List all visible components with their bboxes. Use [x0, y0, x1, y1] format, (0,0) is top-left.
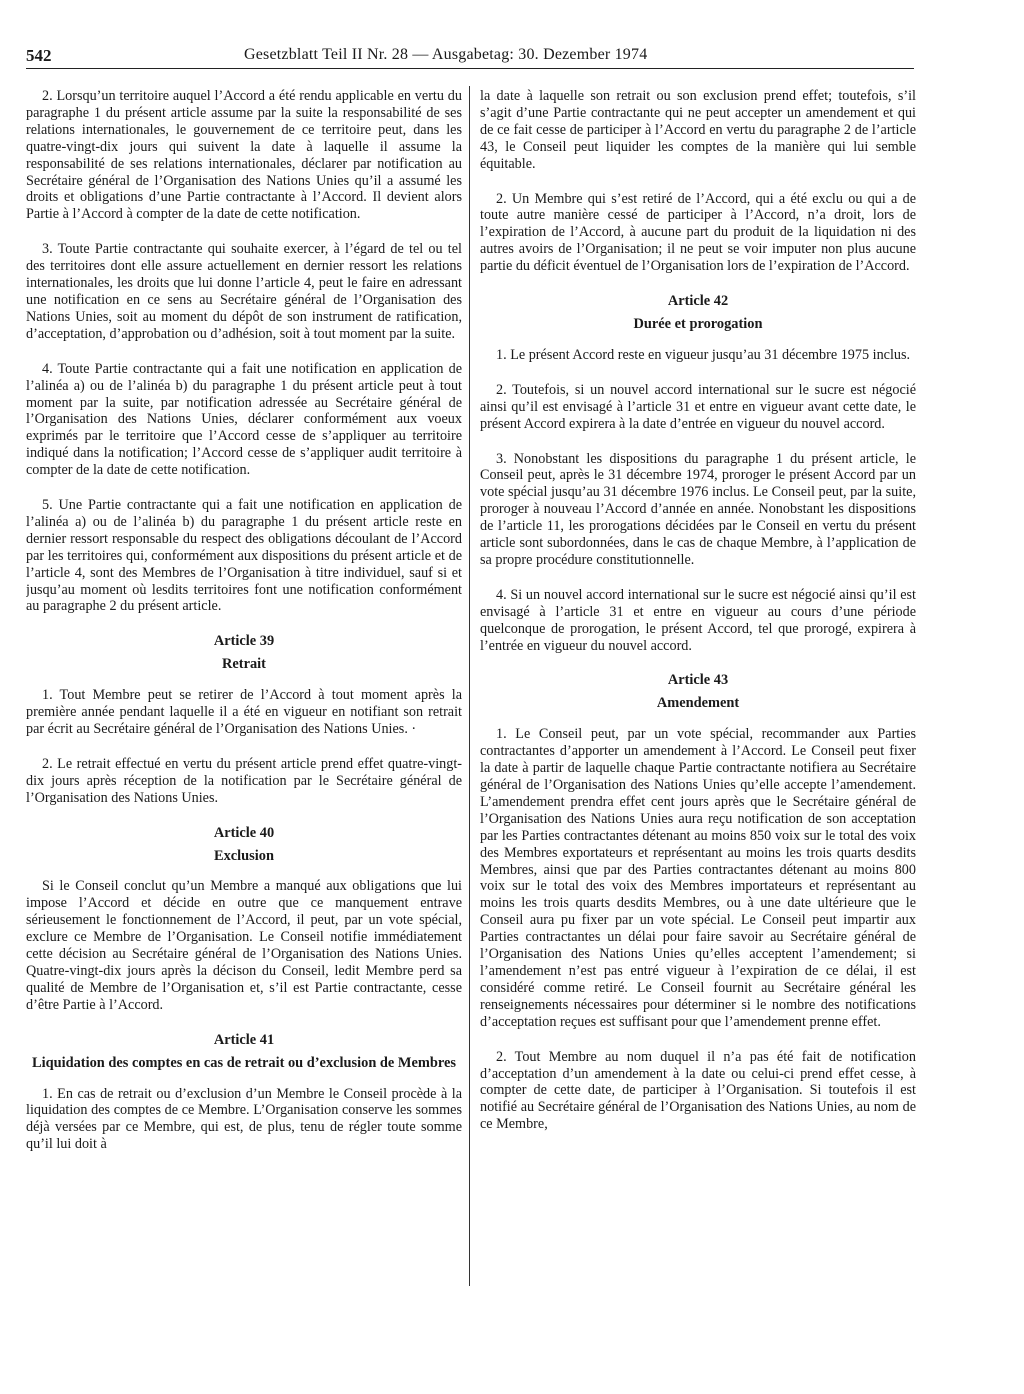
article-38-para-3: 3. Toute Partie contractante qui souhaite exercer, à l’égard de tel ou tel des territoires dont elle assure actuellement en dernier ressort les relations internationales, les droits que lui donne l’article 4, peut le faire en adressant une notification en ce sens au Secrétaire général de l’Organisation des Nations Unies, soit au moment du dépôt de son instrument de ratification, d’acceptation, d’approbation ou d’adhésion, soit à tout moment par la suite. — [26, 241, 462, 342]
article-41-subtitle: Liquidation des comptes en cas de retrait ou d’exclusion de Membres — [32, 1054, 456, 1071]
article-39-para-2: 2. Le retrait effectué en vertu du présent article prend effet quatre-vingt-dix jours après réception de la notification par le Secrétaire général de l’Organisation des Nations Unies. — [26, 755, 462, 806]
article-42-para-3: 3. Nonobstant les dispositions du paragraphe 1 du présent article, le Conseil peut, après le 31 décembre 1974, proroger le présent Accord par un vote spécial jusqu’au 31 décembre 1976 inclus. Le Conseil peut, par la suite, proroger à nouveau l’Accord d’année en année. Nonobstant les dispositions de l’article 11, les prorogations décidées par le Conseil en vertu du présent article sont subordonnées, dans le cas de chaque Membre, à l’application de sa propre procédure constitutionnelle. — [480, 450, 916, 568]
article-38-para-5: 5. Une Partie contractante qui a fait une notification en application de l’alinéa a) ou de l’alinéa b) du paragraphe 1 du présent article reste en dernier ressort responsable du respect des obligations découlant de l’Accord par les territoires qui, conformément aux dispositions du présent article et de l’article 4, sont des Membres de l’Organisation à titre individuel, sauf si et jusqu’au moment où lesdits territoires font une notification conformément au paragraphe 2 du présent article. — [26, 497, 462, 615]
article-39-title: Article 39 — [213, 633, 275, 650]
right-column — [480, 88, 916, 1378]
article-40-title: Article 40 — [213, 824, 275, 841]
article-43-para-1: 1. Le Conseil peut, par un vote spécial, recommander aux Parties contractantes d’apporter un amendement à l’Accord. Le Conseil peut fixer la date à partir de laquelle chaque Partie contractante notifiera au Secrétaire général de l’Organisation des Nations Unies qu’elle accepte l’amendement. L’amendement prendra effet cent jours après que le Secrétaire général de l’Organisation des Nations Unies aura reçu notification de son acceptation par les Parties contractantes détenant au moins 850 voix sur le total des voix des Membres exportateurs et représentant au moins les trois quarts desdits Membres, ainsi que par des Parties contractantes détenant au moins 800 voix sur le total des voix des Membres importateurs et représentant au moins les trois quarts desdits Membres, ou à une date ultérieure que le Conseil aura pu fixer par un vote spécial. Le Conseil peut impartir aux Parties contractantes un délai pour faire savoir au Secrétaire général de l’Organisation des Nations Unies qu’elles acceptent l’amendement; si l’amendement n’est pas entré vigueur à l’expiration de ce délai, il est considéré comme retiré. Le Conseil fournit au Secrétaire général les renseignements nécessaires pour déterminer si le nombre des notifications d’acceptation reçues est suffisant pour que l’amendement prenne effet. — [480, 726, 916, 1030]
article-40-subtitle: Exclusion — [214, 847, 274, 864]
article-42-para-4: 4. Si un nouvel accord international sur le sucre est négocié ainsi qu’il est envisagé à l’article 31 et entre en vigueur au cours d’une période quelconque de prorogation, le présent Accord, tel que prorogé, expirera à l’entrée en vigueur du nouvel accord. — [480, 586, 916, 654]
article-41-para-1-continued: la date à laquelle son retrait ou son exclusion prend effet; toutefois, s’il s’agit d’une Partie contractante qui ne peut accepter un amendement et qui de ce fait cesse de participer à l’Accord en vertu du paragraphe 2 de l’article 43, le Conseil peut liquider les comptes de la manière qui lui semble équitable. — [480, 88, 916, 172]
article-40-para: Si le Conseil conclut qu’un Membre a manqué aux obligations que lui impose l’Accord et décide en outre que ce manquement entrave sérieusement le fonctionnement de l’Accord, il peut, par un vote spécial, exclure ce Membre de l’Organisation. Le Conseil notifie immédiatement cette décision au Secrétaire général de l’Organisation des Nations Unies. Quatre-vingt-dix jours après la décison du Conseil, ledit Membre perd sa qualité de Membre de l’Organisation et, s’il est Partie contractante, cesse d’être Partie à l’Accord. — [26, 878, 462, 1013]
article-41-para-1: 1. En cas de retrait ou d’exclusion d’un Membre le Conseil procède à la liquidation des comptes de ce Membre. L’Organisation conserve les sommes déjà versées par ce Membre, qui est, de plus, tenu de régler toute somme qu’il lui doit à — [26, 1085, 462, 1153]
article-43-title: Article 43 — [667, 672, 729, 689]
article-43-subtitle: Amendement — [656, 695, 740, 712]
article-41-title: Article 41 — [213, 1031, 275, 1048]
article-43-para-2: 2. Tout Membre au nom duquel il n’a pas été fait de notification d’acceptation d’un amendement à la date ou celui-ci prend effet cesse, à compter de cette date, de participer à l’Organisation. Si toutefois il est notifié au Secrétaire général de l’Organisation des Nations Unies, au nom de ce Membre, — [480, 1048, 916, 1133]
article-42-title: Article 42 — [667, 293, 729, 310]
running-head: Gesetzblatt Teil II Nr. 28 — Ausgabetag: 30. Dezember 1974 — [244, 46, 648, 63]
article-38-para-4: 4. Toute Partie contractante qui a fait une notification en application de l’alinéa a) ou de l’alinéa b) du paragraphe 1 du présent article peut à tout moment par la suite, par notification adressée au Secrétaire général de l’Organisation des Nations Unies, déclarer conformément aux voeux exprimés par le territoire que l’Accord cesse de s’appliquer au territoire indiqué dans la notification; l’Accord cesse de s’appliquer audit territoire à compter de la date de cette notification. — [26, 360, 462, 479]
article-41-para-2: 2. Un Membre qui s’est retiré de l’Accord, qui a été exclu ou qui a de toute autre manière cessé de participer à l’Accord, n’a droit, lors de l’expiration de l’Accord, à aucune part du produit de la liquidation ni des autres avoirs de l’Organisation; il ne peut se voir imputer non plus aucune partie du déficit éventuel de l’Organisation lors de l’expiration de l’Accord. — [480, 190, 916, 275]
article-42-subtitle: Durée et prorogation — [633, 315, 763, 332]
page-number: 542 — [26, 46, 52, 65]
article-39-subtitle: Retrait — [222, 656, 266, 673]
article-38-para-2: 2. Lorsqu’un territoire auquel l’Accord a été rendu applicable en vertu du paragraphe 1 du présent article assume par la suite la responsabilité de ses relations internationales, le gouvernement de ce territoire peut, dans les quatre-vingt-dix jours qui suivent la date à laquelle il assume la responsabilité de ses relations internationales, déclarer par notification au Secrétaire général de l’Organisation des Nations Unies qu’il a assumé les droits et obligations d’une Partie contractante à l’Accord. Il devient alors Partie à l’Accord à compter de la date de cette notification. — [26, 88, 462, 223]
page-header — [26, 42, 914, 69]
article-42-para-1: 1. Le présent Accord reste en vigueur jusqu’au 31 décembre 1975 inclus. — [496, 346, 911, 363]
column-divider — [469, 86, 470, 1286]
article-42-para-2: 2. Toutefois, si un nouvel accord international sur le sucre est négocié ainsi qu’il est envisagé à l’article 31 et entre en vigueur avant cette date, le présent Accord expirera à la date d’entrée en vigueur du nouvel accord. — [480, 381, 916, 432]
article-39-para-1: 1. Tout Membre peut se retirer de l’Accord à tout moment après la première année pendant laquelle il a été en vigueur en notifiant son retrait par écrit au Secrétaire général de l’Organisation des Nations Unies. · — [26, 687, 462, 737]
left-column — [26, 88, 462, 1378]
